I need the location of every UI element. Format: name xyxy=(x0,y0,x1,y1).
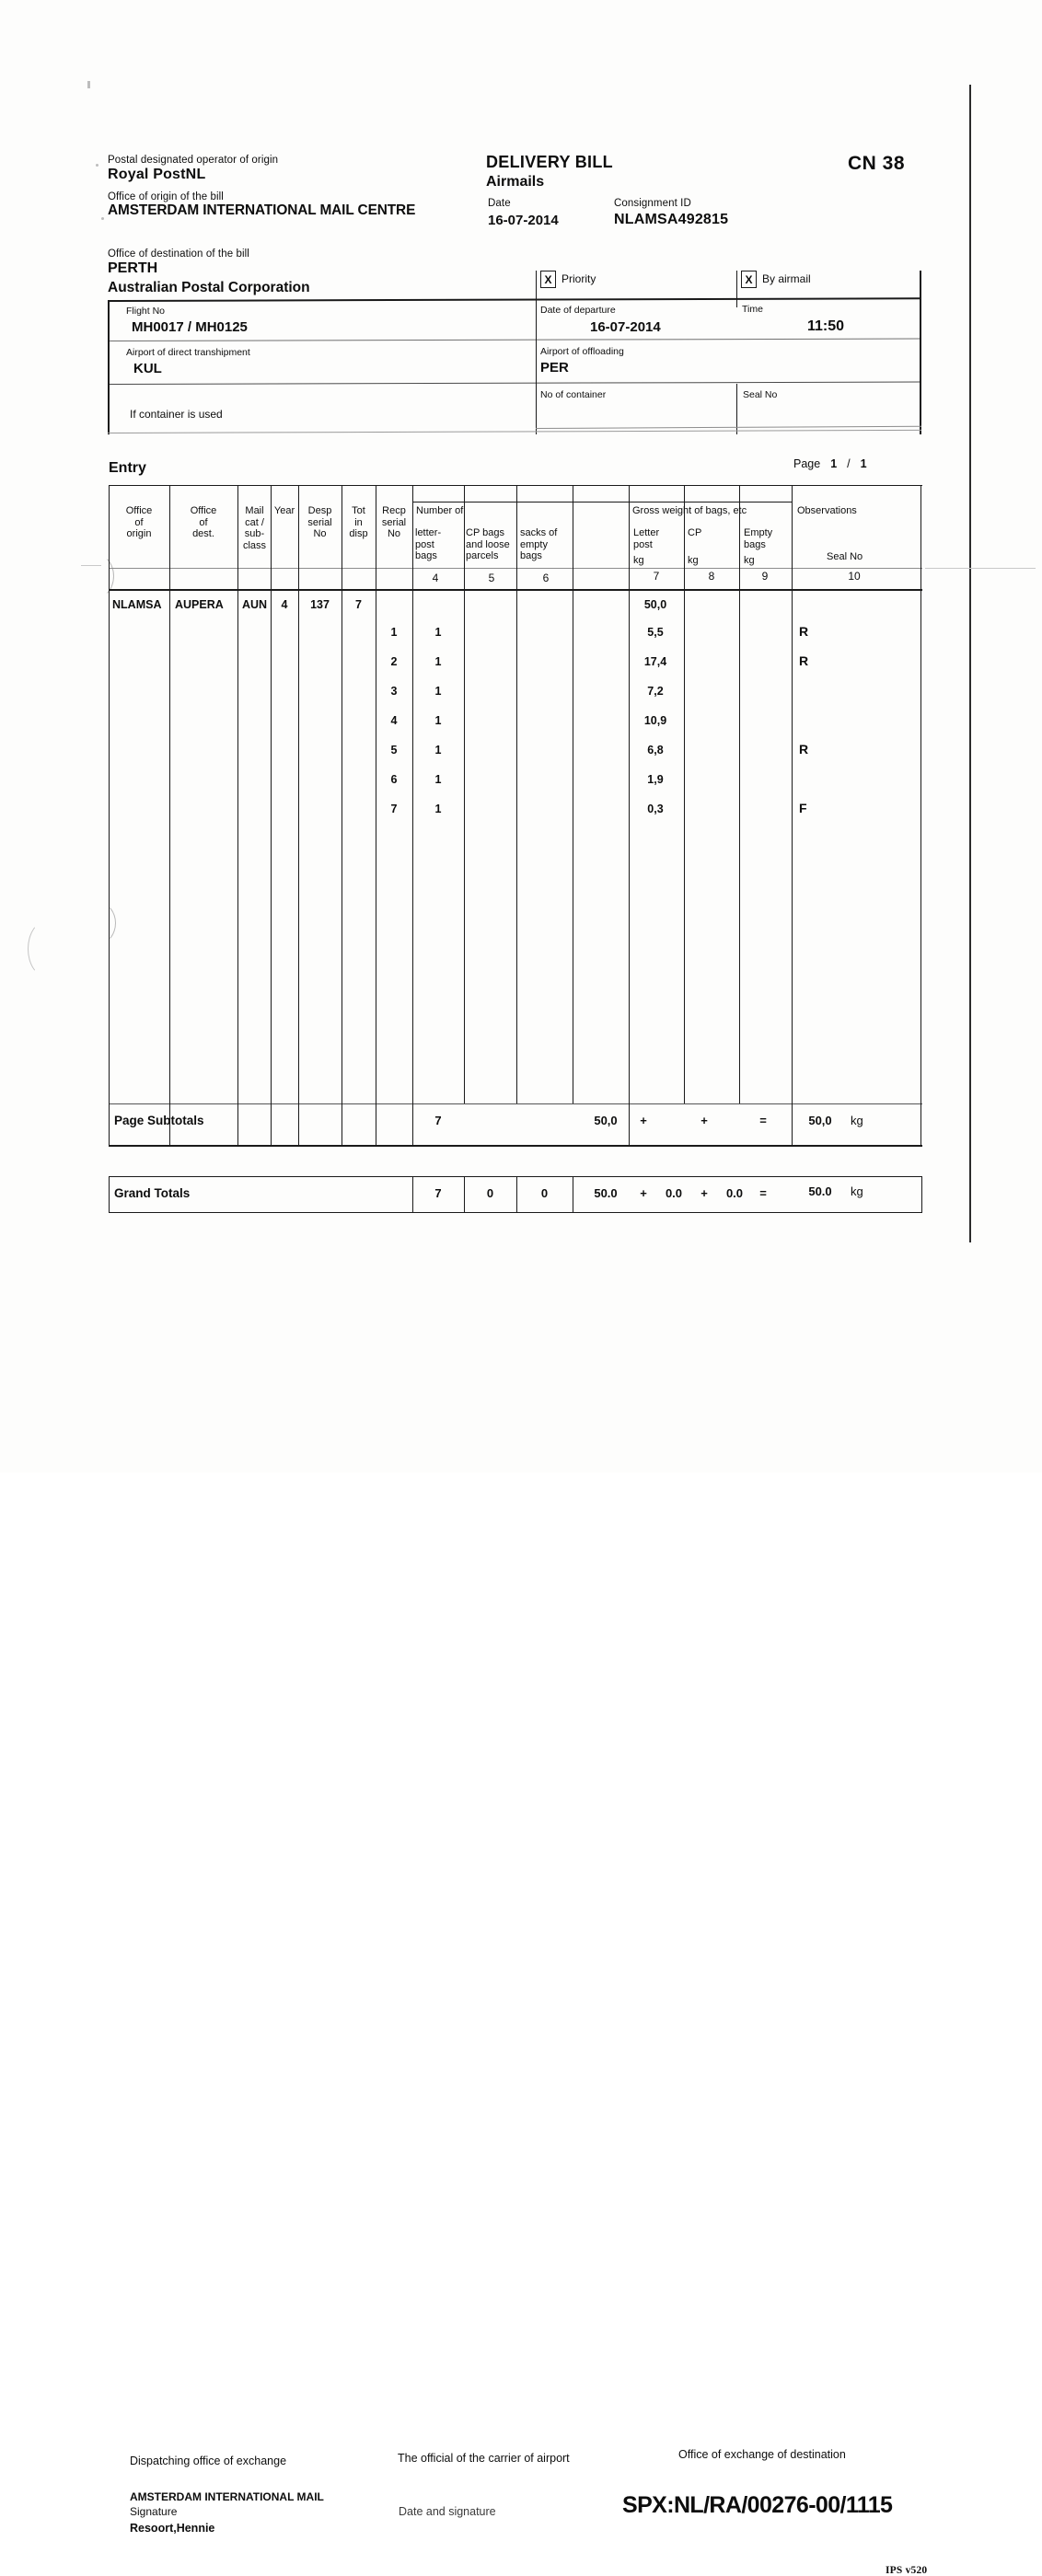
header-kg-empty: kg xyxy=(744,555,755,566)
container-no-label: No of container xyxy=(540,389,607,400)
cell-bags-1: 1 xyxy=(434,626,442,639)
cell-bags-4: 1 xyxy=(434,714,442,727)
consignment-id-label: Consignment ID xyxy=(614,198,691,209)
signature-label: Signature xyxy=(130,2505,178,2518)
header-desp-serial-no: Desp serial No xyxy=(307,505,332,540)
column-number-8: 8 xyxy=(708,570,715,583)
page-current: 1 xyxy=(830,457,838,470)
destination-operator: Australian Postal Corporation xyxy=(108,280,310,295)
cell-tot-in-disp: 7 xyxy=(355,598,362,611)
seal-no-label: Seal No xyxy=(743,389,778,400)
dispatching-office-name: AMSTERDAM INTERNATIONAL MAIL xyxy=(130,2490,324,2503)
grand-empty-kg: 0.0 xyxy=(725,1186,744,1200)
column-number-10: 10 xyxy=(848,570,861,583)
priority-checkbox-group[interactable] xyxy=(540,271,596,288)
cell-observation-1: R xyxy=(799,624,809,639)
destination-header xyxy=(108,248,310,296)
cell-office-of-origin: NLAMSA xyxy=(112,598,162,611)
offloading-airport-label: Airport of offloading xyxy=(540,346,624,357)
scan-artifact-speck-3 xyxy=(101,217,104,220)
grand-cp-kg: 0.0 xyxy=(665,1186,683,1200)
cell-bags-3: 1 xyxy=(434,685,442,698)
dispatch-date-block xyxy=(488,198,559,228)
office-destination-label: Office of destination of the bill xyxy=(108,248,249,260)
dispatching-office-label: Dispatching office of exchange xyxy=(130,2455,287,2467)
signature-name: Resoort,Hennie xyxy=(130,2522,215,2535)
cell-kg-2: 17,4 xyxy=(643,655,667,668)
form-code: CN 38 xyxy=(848,153,906,174)
scan-artifact-arc-3 xyxy=(28,920,66,977)
subtotal-equals: = xyxy=(759,1114,767,1127)
carrier-official-label: The official of the carrier of airport xyxy=(398,2452,570,2465)
transhipment-airport-value: KUL xyxy=(133,361,162,376)
cell-kg-1: 5,5 xyxy=(647,626,664,639)
column-number-5: 5 xyxy=(488,572,495,584)
grand-plus-2: + xyxy=(700,1186,708,1200)
subtotal-plus-1: + xyxy=(640,1114,647,1127)
cell-kg-3: 7,2 xyxy=(647,685,664,698)
departure-time-label: Time xyxy=(742,304,763,315)
destination-city: PERTH xyxy=(108,260,158,276)
cell-bags-6: 1 xyxy=(434,773,442,786)
grand-totals-label: Grand Totals xyxy=(114,1186,191,1200)
header-tot-in-disp: Tot in disp xyxy=(349,505,368,540)
ips-version-code: IPS v520 xyxy=(886,2565,928,2576)
dispatch-date-value: 16-07-2014 xyxy=(488,213,559,228)
header-office-of-origin: Office of origin xyxy=(125,505,153,540)
cell-kg-6: 1,9 xyxy=(647,773,664,786)
cell-mail-cat: AUN xyxy=(242,598,268,611)
cell-office-of-dest: AUPERA xyxy=(175,598,224,611)
page-separator: / xyxy=(847,457,851,470)
cell-recp-serial-7: 7 xyxy=(390,803,398,815)
operator-origin-value: Royal PostNL xyxy=(108,167,206,182)
cell-recp-serial-4: 4 xyxy=(390,714,398,727)
grand-letter-post-bags: 7 xyxy=(434,1186,442,1200)
header-office-of-dest: Office of dest. xyxy=(190,505,217,540)
grand-cp-bags: 0 xyxy=(486,1186,494,1200)
header-weight-cp: CP xyxy=(688,527,702,538)
cell-kg-5: 6,8 xyxy=(647,744,664,757)
offloading-airport-value: PER xyxy=(540,360,569,375)
cell-recp-serial-6: 6 xyxy=(390,773,398,786)
column-number-6: 6 xyxy=(542,572,550,584)
header-recp-serial-no: Recp serial No xyxy=(381,505,407,540)
spx-stamp: SPX:NL/RA/00276-00/1115 xyxy=(622,2492,893,2518)
cell-observation-5: R xyxy=(799,742,809,757)
header-number-of: Number of xyxy=(416,505,464,516)
header-kg-letter-post: kg xyxy=(633,555,644,566)
airmail-checkbox-group[interactable] xyxy=(741,271,811,288)
cell-observation-2: R xyxy=(799,653,809,668)
airmail-checkbox[interactable]: X xyxy=(741,271,757,288)
scan-artifact-line-2 xyxy=(81,565,101,566)
cell-bags-7: 1 xyxy=(434,803,442,815)
grand-letter-post-kg: 50.0 xyxy=(594,1186,618,1200)
column-number-4: 4 xyxy=(432,572,439,584)
departure-time-value: 11:50 xyxy=(807,318,845,334)
header-weight-empty-bags: Empty bags xyxy=(744,527,773,550)
page-label: Page xyxy=(793,457,821,470)
subtotal-letter-post-kg: 50,0 xyxy=(594,1114,618,1127)
dispatch-date-label: Date xyxy=(488,198,511,209)
departure-date-value: 16-07-2014 xyxy=(590,319,661,335)
entry-section-label: Entry xyxy=(109,460,146,476)
departure-date-label: Date of departure xyxy=(540,305,616,316)
cell-desp-serial-no: 137 xyxy=(310,598,330,611)
entry-table xyxy=(109,485,922,1169)
subtotal-letter-post-bags: 7 xyxy=(434,1114,442,1127)
office-origin-label: Office of origin of the bill xyxy=(108,191,224,202)
header-weight-letter-post: Letter post xyxy=(633,527,660,550)
priority-label: Priority xyxy=(562,272,596,285)
flight-no-label: Flight No xyxy=(126,306,166,317)
consignment-id-value: NLAMSA492815 xyxy=(614,212,729,227)
grand-plus-1: + xyxy=(640,1186,647,1200)
cell-recp-serial-5: 5 xyxy=(390,744,398,757)
header-cp-bags-loose-parcels: CP bags and loose parcels xyxy=(466,527,510,562)
grand-equals: = xyxy=(759,1186,767,1200)
priority-checkbox[interactable]: X xyxy=(540,271,556,288)
header-gross-weight: Gross weight of bags, etc xyxy=(632,505,747,516)
cell-observation-7: F xyxy=(799,801,807,815)
office-origin-value: AMSTERDAM INTERNATIONAL MAIL CENTRE xyxy=(108,202,416,218)
header-year: Year xyxy=(273,505,295,516)
column-number-9: 9 xyxy=(761,570,769,583)
cell-recp-serial-2: 2 xyxy=(390,655,398,668)
cell-recp-serial-3: 3 xyxy=(390,685,398,698)
scan-artifact-speck-1 xyxy=(96,164,98,167)
grand-sacks-empty: 0 xyxy=(540,1186,549,1200)
header-sacks-of-empty-bags: sacks of empty bags xyxy=(520,527,558,562)
scan-artifact-speck-2 xyxy=(87,81,90,88)
column-number-7: 7 xyxy=(653,570,660,583)
cell-kg-7: 0,3 xyxy=(647,803,664,815)
header-observations: Observations xyxy=(797,505,857,516)
scan-edge-line xyxy=(969,85,971,1242)
page-total: 1 xyxy=(860,457,867,470)
cell-recp-serial-1: 1 xyxy=(390,626,398,639)
subtotal-total-kg: 50,0 xyxy=(808,1114,832,1127)
cell-kg-4: 10,9 xyxy=(643,714,667,727)
destination-office-label: Office of exchange of destination xyxy=(678,2448,846,2461)
scan-artifact-line-1 xyxy=(925,568,1036,569)
header-letter-post-bags: letter- post bags xyxy=(415,527,442,562)
header-kg-cp: kg xyxy=(688,555,699,566)
form-title: DELIVERY BILL xyxy=(486,153,613,171)
operator-origin-label: Postal designated operator of origin xyxy=(108,155,279,166)
cell-total-letter-post-kg: 50,0 xyxy=(643,598,667,611)
form-title-block xyxy=(486,153,613,191)
airmail-label: By airmail xyxy=(762,272,811,285)
origin-header xyxy=(108,155,504,219)
cell-year: 4 xyxy=(281,598,288,611)
subtotal-plus-2: + xyxy=(700,1114,708,1127)
page-indicator xyxy=(793,457,874,470)
form-subtitle: Airmails xyxy=(486,174,545,190)
if-container-used-label: If container is used xyxy=(130,408,223,421)
grand-unit: kg xyxy=(851,1184,863,1198)
cell-bags-2: 1 xyxy=(434,655,442,668)
flight-no-value: MH0017 / MH0125 xyxy=(132,319,248,335)
page-subtotals-label: Page Subtotals xyxy=(114,1114,204,1127)
date-and-signature-label: Date and signature xyxy=(399,2505,496,2518)
grand-totals-row xyxy=(109,1176,922,1213)
consignment-block xyxy=(614,198,728,228)
subtotal-unit: kg xyxy=(851,1114,863,1127)
cell-bags-5: 1 xyxy=(434,744,442,757)
grand-total-kg: 50.0 xyxy=(808,1184,832,1198)
header-mail-cat: Mail cat / sub- class xyxy=(242,505,267,551)
transhipment-airport-label: Airport of direct transhipment xyxy=(126,347,250,358)
header-seal-no: Seal No xyxy=(827,551,863,562)
